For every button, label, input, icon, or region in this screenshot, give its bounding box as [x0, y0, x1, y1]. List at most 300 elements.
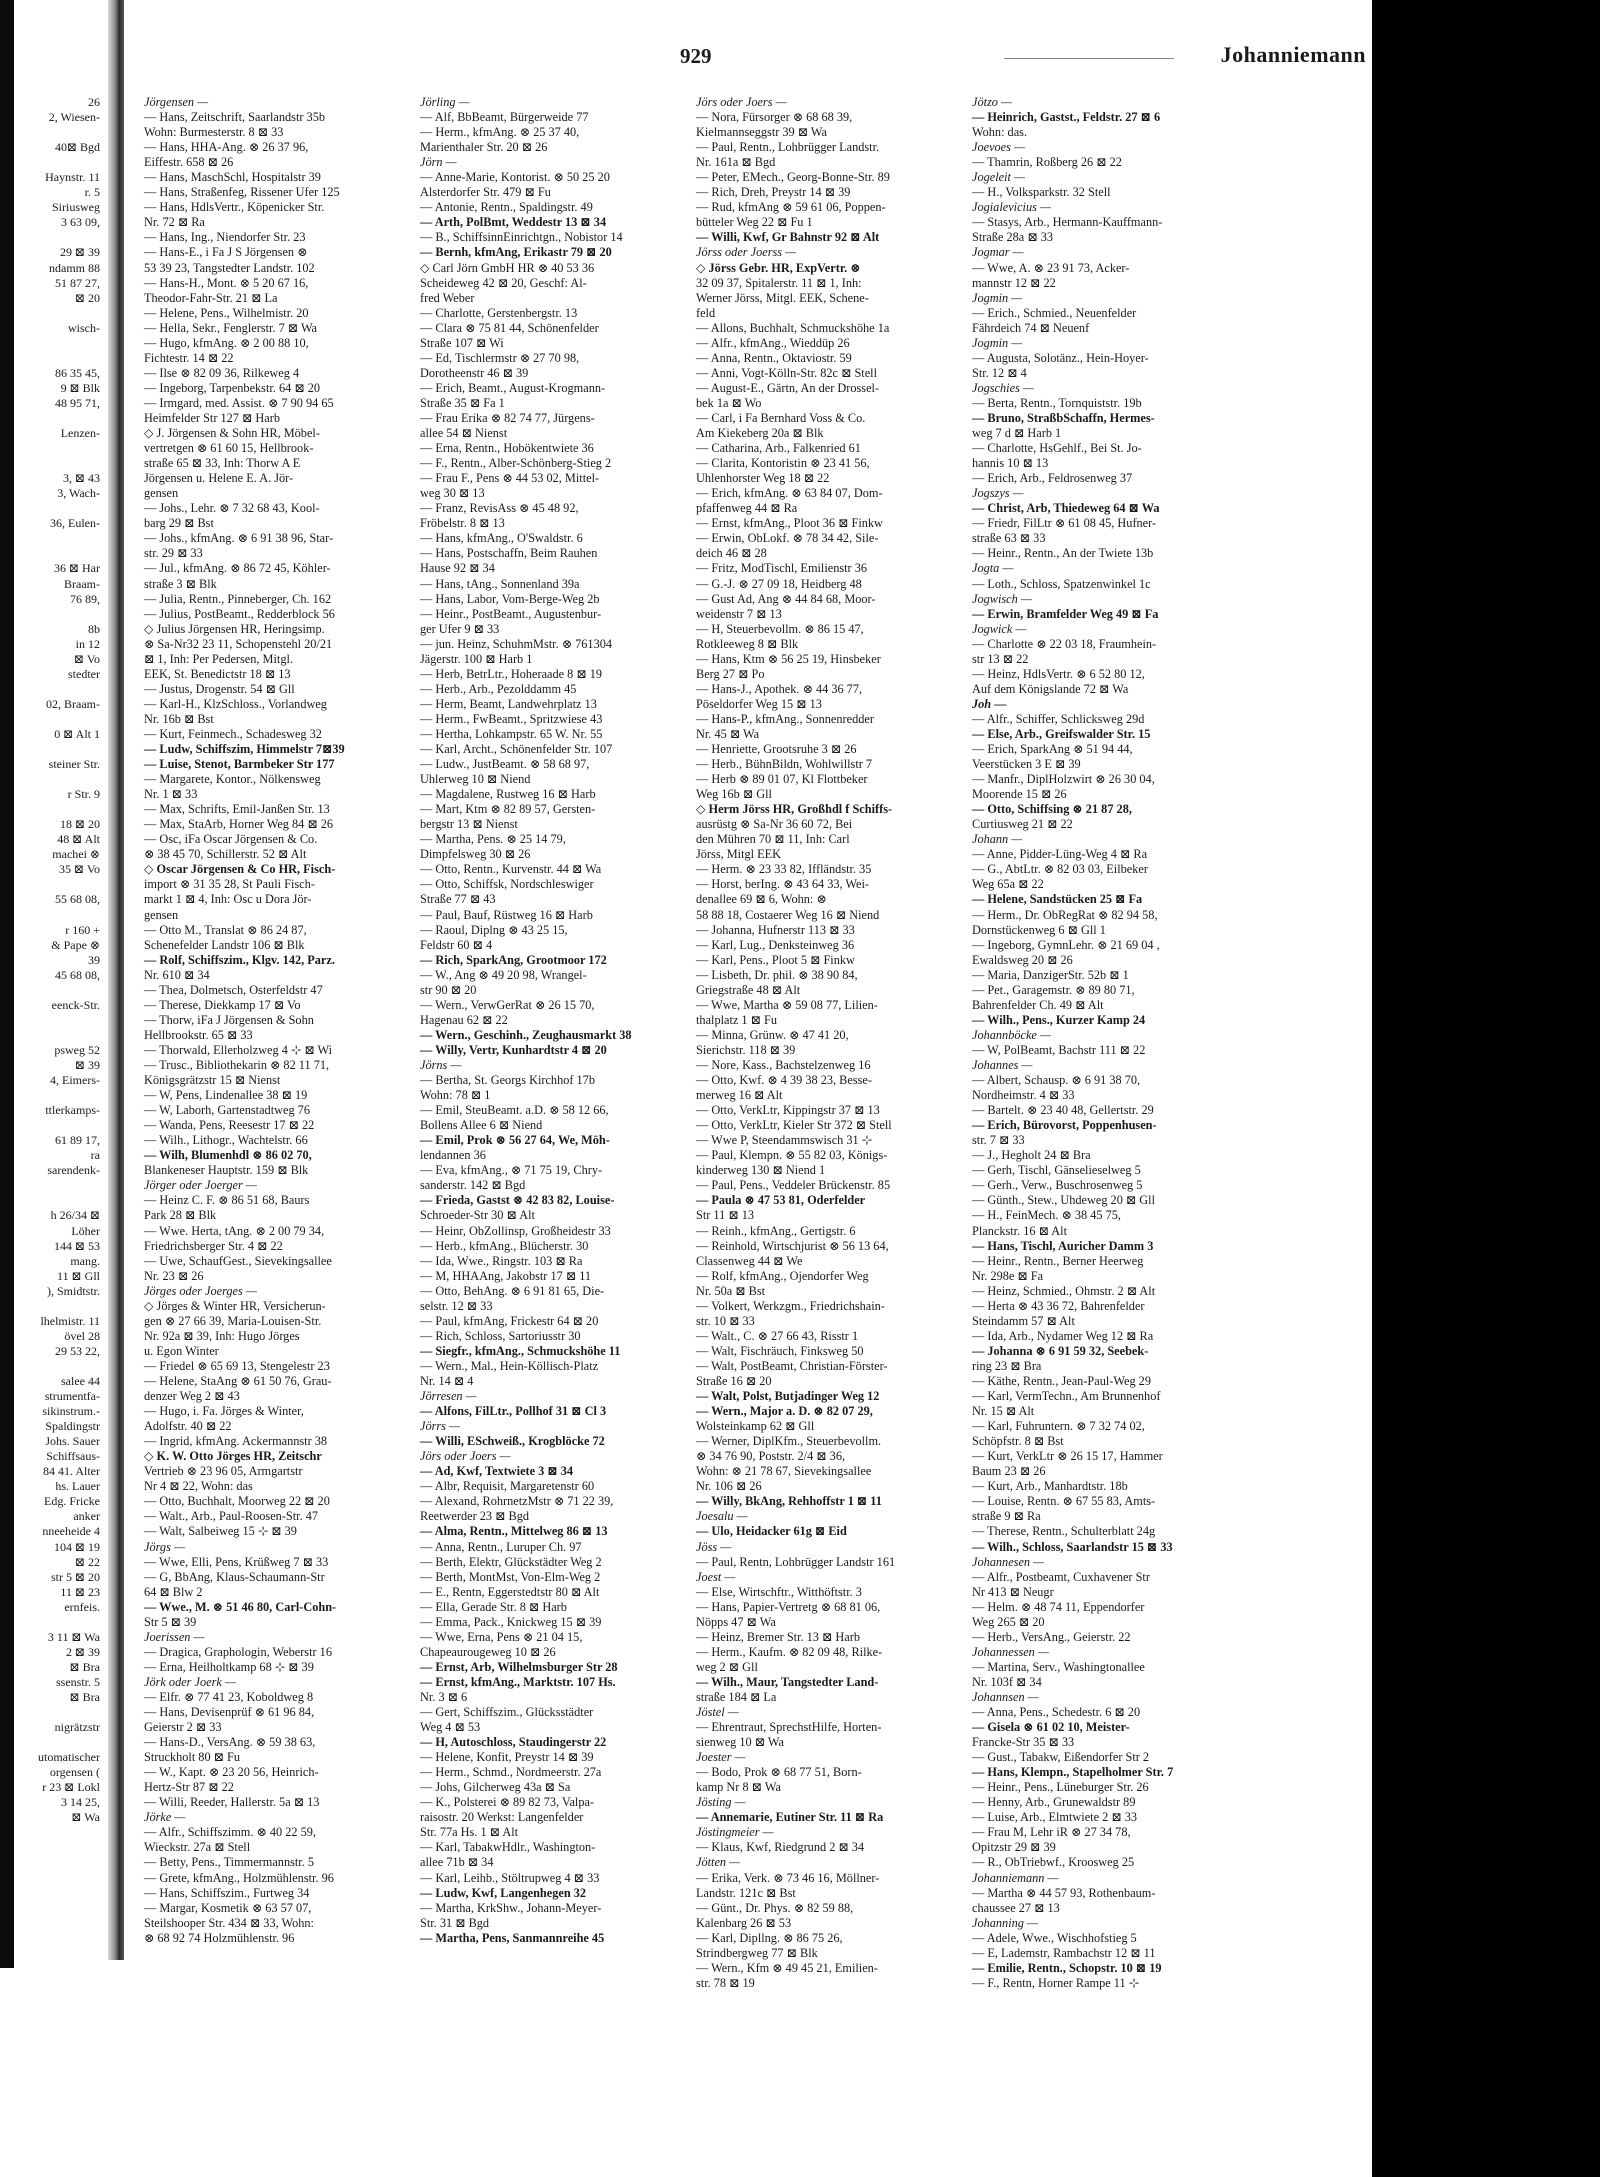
directory-entry-line: Sierichstr. 118 ⊠ 39 [696, 1042, 796, 1057]
directory-entry-line: — Wilh, Blumenhdl ⊗ 86 02 70, [144, 1148, 312, 1163]
directory-entry-line: — Martha, Pens, Sanmannreihe 45 [420, 1930, 605, 1945]
directory-entry-line: — Hans, Ing., Niendorfer Str. 23 [144, 230, 306, 245]
fragment-line: nneeheide 4 [42, 1524, 100, 1539]
directory-entry-line: — Günt., Dr. Phys. ⊗ 82 59 88, [696, 1900, 854, 1915]
directory-entry-line: — Herm., kfmAng. ⊗ 25 37 40, [420, 125, 580, 140]
directory-entry-line: weidenstr 7 ⊠ 13 [696, 606, 782, 621]
directory-entry-line: Pöseldorfer Weg 15 ⊠ 13 [696, 696, 822, 711]
directory-column-4 [972, 95, 1240, 1991]
directory-entry-line: — Carl, i Fa Bernhard Voss & Co. [696, 410, 866, 425]
surname-heading: Joh — [972, 696, 1007, 711]
directory-entry-line: Nr. 610 ⊠ 34 [144, 967, 210, 982]
directory-entry-line: — Reinhold, Wirtschjurist ⊗ 56 13 64, [696, 1238, 889, 1253]
directory-entry-line: — Frau F., Pens ⊗ 44 53 02, Mittel- [420, 471, 600, 486]
directory-entry-line: — Eva, kfmAng., ⊗ 71 75 19, Chry- [420, 1163, 603, 1178]
directory-entry-line: — Luise, Stenot, Barmbeker Str 177 [144, 757, 335, 772]
directory-entry-line: str 90 ⊠ 20 [420, 982, 477, 997]
directory-entry-line: — Helene, Pens., Wilhelmistr. 20 [144, 305, 309, 320]
directory-entry-line: — B., SchiffsinnEinrichtgn., Nobistor 14 [420, 230, 623, 245]
directory-entry-line: Nr. 14 ⊠ 4 [420, 1373, 474, 1388]
fragment-line [0, 682, 100, 697]
fragment-line: 3 11 ⊠ Wa [47, 1629, 100, 1644]
fragment-line [0, 441, 100, 456]
directory-entry-line: — Martha, Pens. ⊗ 25 14 79, [420, 832, 566, 847]
directory-entry-line: feld [696, 305, 716, 320]
directory-entry-line: Jörgensen u. Helene E. A. Jör- [144, 471, 294, 486]
fragment-line: sikinstrum.- [42, 1404, 100, 1419]
fragment-line: 2, Wiesen- [48, 110, 100, 125]
directory-entry-line: Nr. 161a ⊠ Bgd [696, 155, 776, 170]
directory-entry-line: — Ed, Tischlermstr ⊗ 27 70 98, [420, 350, 580, 365]
directory-entry-line: — Else, Arb., Greifswalder Str. 15 [972, 726, 1151, 741]
directory-entry-line: — jun. Heinz, SchuhmMstr. ⊗ 761304 [420, 636, 613, 651]
directory-entry-line: Nr. 45 ⊠ Wa [696, 726, 760, 741]
directory-entry-line: — Otto, Rentn., Kurvenstr. 44 ⊠ Wa [420, 862, 602, 877]
directory-entry-line: ◇ Carl Jörn GmbH HR ⊗ 40 53 36 [420, 260, 595, 275]
directory-entry-line: Weg 65a ⊠ 22 [972, 877, 1044, 892]
directory-entry-line: Strindbergweg 77 ⊠ Blk [696, 1945, 818, 1960]
fragment-line: machei ⊗ [52, 847, 100, 862]
fragment-line [0, 155, 100, 170]
directory-entry-line: Bollens Allee 6 ⊠ Niend [420, 1118, 543, 1133]
fragment-line: Siriusweg [52, 200, 100, 215]
directory-entry-line: denallee 69 ⊠ 6, Wohn: ⊗ [696, 892, 827, 907]
directory-entry-line: ausrüstg ⊗ Sa-Nr 36 60 72, Bei [696, 817, 853, 832]
directory-entry-line: — Hans, kfmAng., O'Swaldstr. 6 [420, 531, 583, 546]
directory-entry-line: — Volkert, Werkzgm., Friedrichshain- [696, 1298, 885, 1313]
directory-entry-line: bergstr 13 ⊠ Nienst [420, 817, 518, 832]
fragment-line [0, 531, 100, 546]
directory-entry-line: — F., Rentn, Horner Rampe 11 ⊹ [972, 1975, 1139, 1990]
directory-entry-line: — Karl, Pens., Ploot 5 ⊠ Finkw [696, 952, 855, 967]
directory-entry-line: — Karl, Leihb., Stöltrupweg 4 ⊠ 33 [420, 1870, 600, 1885]
directory-entry-line: — Herm. ⊗ 23 33 82, Iffländstr. 35 [696, 862, 872, 877]
fragment-line [0, 336, 100, 351]
directory-entry-line: Königsgrätzstr 15 ⊠ Nienst [144, 1073, 281, 1088]
fragment-line: ttlerkamps- [45, 1103, 100, 1118]
directory-entry-line: — Hans, Zeitschrift, Saarlandstr 35b [144, 110, 325, 125]
directory-entry-line: EEK, St. Benedictstr 18 ⊠ 13 [144, 666, 291, 681]
fragment-line: ⊠ Wa [71, 1810, 100, 1825]
directory-entry-line: merweg 16 ⊠ Alt [696, 1088, 783, 1103]
directory-entry-line: — Irmgard, med. Assist. ⊗ 7 90 94 65 [144, 395, 334, 410]
directory-entry-line: — Erich, kfmAng. ⊗ 63 84 07, Dom- [696, 486, 883, 501]
directory-entry-line: — Maria, DanzigerStr. 52b ⊠ 1 [972, 967, 1129, 982]
directory-entry-line: weg 2 ⊠ Gll [696, 1659, 758, 1674]
surname-heading: Jörgs — [144, 1539, 185, 1554]
surname-heading: Jörs oder Joers — [420, 1449, 511, 1464]
directory-entry-line: import ⊗ 31 35 28, St Pauli Fisch- [144, 877, 315, 892]
fragment-line: 48 ⊠ Alt [57, 832, 100, 847]
surname-heading: Johanning — [972, 1915, 1038, 1930]
directory-entry-line: — Max, StaArb, Horner Weg 84 ⊠ 26 [144, 817, 334, 832]
directory-entry-line: — Ad, Kwf, Textwiete 3 ⊠ 34 [420, 1464, 574, 1479]
directory-entry-line: — Wern., Mal., Hein-Köllisch-Platz [420, 1358, 599, 1373]
directory-entry-line: straße 63 ⊠ 33 [972, 531, 1046, 546]
directory-entry-line: ◇ J. Jörgensen & Sohn HR, Möbel- [144, 426, 320, 441]
directory-entry-line: Adolfstr. 40 ⊠ 22 [144, 1419, 232, 1434]
directory-entry-line: — Ludw, Schiffszim, Himmelstr 7⊠39 [144, 742, 345, 757]
directory-entry-line: — Wilh., Schloss, Saarlandstr 15 ⊠ 33 [972, 1539, 1173, 1554]
directory-entry-line: — Erna, Heilholtkamp 68 ⊹ ⊠ 39 [144, 1659, 314, 1674]
directory-entry-line: — Fritz, ModTischl, Emilienstr 36 [696, 561, 868, 576]
directory-entry-line: — Wwe, Martha ⊗ 59 08 77, Lilien- [696, 997, 878, 1012]
fragment-line: Lenzen- [60, 426, 100, 441]
directory-entry-line: — Werner, DiplKfm., Steuerbevollm. [696, 1434, 882, 1449]
directory-entry-line: — Berth, Elektr, Glückstädter Weg 2 [420, 1554, 602, 1569]
directory-entry-line: — Erna, Rentn., Hobökentwiete 36 [420, 441, 594, 456]
directory-entry-line: markt 1 ⊠ 4, Inh: Osc u Dora Jör- [144, 892, 312, 907]
directory-entry-line: — Otto, BehAng. ⊗ 6 91 81 65, Die- [420, 1283, 605, 1298]
directory-entry-line: Wohn: 78 ⊠ 1 [420, 1088, 491, 1103]
fragment-line: 48 95 71, [55, 395, 100, 410]
directory-entry-line: — Heinrich, Gastst., Feldstr. 27 ⊠ 6 [972, 110, 1161, 125]
directory-entry-line: — Ella, Gerade Str. 8 ⊠ Harb [420, 1599, 567, 1614]
directory-column-3 [696, 95, 964, 1991]
fragment-line: r. 5 [84, 185, 100, 200]
directory-entry-line: — Ludw., JustBeamt. ⊗ 58 68 97, [420, 757, 590, 772]
directory-entry-line: — Reinh., kfmAng., Gertigstr. 6 [696, 1223, 856, 1238]
directory-entry-line: Fröbelstr. 8 ⊠ 13 [420, 516, 505, 531]
directory-entry-line: — Thea, Dolmetsch, Osterfeldstr 47 [144, 982, 323, 997]
fragment-line [0, 772, 100, 787]
directory-entry-line: Blankeneser Hauptstr. 159 ⊠ Blk [144, 1163, 309, 1178]
directory-entry-line: — Otto, Schiffsing ⊗ 21 87 28, [972, 802, 1132, 817]
directory-entry-line: pfaffenweg 44 ⊠ Ra [696, 501, 798, 516]
surname-heading: Jörling — [420, 95, 470, 109]
fragment-line: 18 ⊠ 20 [59, 817, 100, 832]
directory-entry-line: — Adele, Wwe., Wischhofstieg 5 [972, 1930, 1137, 1945]
directory-entry-line: — Wwe., M. ⊗ 51 46 80, Carl-Cohn- [144, 1599, 337, 1614]
directory-entry-line: — Helene, Konfit, Preystr 14 ⊠ 39 [420, 1750, 594, 1765]
surname-heading: Joester — [696, 1750, 746, 1765]
fragment-line [0, 411, 100, 426]
directory-entry-line: — Albert, Schausp. ⊗ 6 91 38 70, [972, 1073, 1141, 1088]
directory-entry-line: 53 39 23, Tangstedter Landstr. 102 [144, 260, 315, 275]
directory-entry-line: — Osc, iFa Oscar Jörgensen & Co. [144, 832, 318, 847]
directory-entry-line: u. Egon Winter [144, 1343, 219, 1358]
directory-entry-line: — Alfr., Postbeamt, Cuxhavener Str [972, 1569, 1150, 1584]
directory-entry-line: Schenefelder Landstr 106 ⊠ Blk [144, 937, 305, 952]
directory-entry-line: — Erich., Schmied., Neuenfelder [972, 305, 1137, 320]
directory-entry-line: — Therese, Rentn., Schulterblatt 24g [972, 1524, 1156, 1539]
directory-entry-line: — Herb, BetrLtr., Hoheraade 8 ⊠ 19 [420, 666, 603, 681]
directory-entry-line: — W., Kapt. ⊗ 23 20 56, Heinrich- [144, 1765, 319, 1780]
scan-border-right [1372, 0, 1600, 2177]
directory-entry-line: — Kurt, VerkLtr ⊗ 26 15 17, Hammer [972, 1449, 1163, 1464]
directory-entry-line: — H, Autoschloss, Staudingerstr 22 [420, 1735, 607, 1750]
fragment-line [0, 546, 100, 561]
directory-entry-line: Str. 77a Hs. 1 ⊠ Alt [420, 1825, 519, 1840]
fragment-line [0, 983, 100, 998]
directory-entry-line: Nordheimstr. 4 ⊠ 33 [972, 1088, 1075, 1103]
directory-entry-line: — Paul, Rentn, Lohbrügger Landstr 161 [696, 1554, 896, 1569]
fragment-line [0, 1615, 100, 1630]
directory-entry-line: Kielmannseggstr 39 ⊠ Wa [696, 125, 828, 140]
fragment-line: mang. [70, 1253, 100, 1268]
directory-entry-line: straße 184 ⊠ La [696, 1689, 777, 1704]
fragment-line [0, 712, 100, 727]
directory-entry-line: chaussee 27 ⊠ 13 [972, 1900, 1060, 1915]
directory-entry-line: — Luise, Arb., Elmtwiete 2 ⊠ 33 [972, 1810, 1138, 1825]
directory-entry-line: — Walt, Polst, Butjadinger Weg 12 [696, 1389, 880, 1404]
directory-entry-line: — Gust Ad, Ang ⊗ 44 84 68, Moor- [696, 591, 876, 606]
directory-entry-line: ring 23 ⊠ Bra [972, 1358, 1042, 1373]
directory-entry-line: — Herm., FwBeamt., Spritzwiese 43 [420, 711, 603, 726]
fragment-line: Edg. Fricke [44, 1494, 100, 1509]
directory-entry-line: — Albr, Requisit, Margaretenstr 60 [420, 1479, 595, 1494]
directory-entry-line: — Alexand, RohrnetzMstr ⊗ 71 22 39, [420, 1494, 614, 1509]
page-header [124, 42, 1372, 74]
directory-entry-line: — Justus, Drogenstr. 54 ⊠ Gll [144, 681, 295, 696]
fragment-line [0, 1359, 100, 1374]
directory-entry-line: — Heinz C. F. ⊗ 86 51 68, Baurs [144, 1193, 310, 1208]
directory-entry-line: Nr. 3 ⊠ 6 [420, 1689, 468, 1704]
surname-heading: Johannes — [972, 1058, 1033, 1072]
directory-entry-line: — Bertha, St. Georgs Kirchhof 17b [420, 1073, 595, 1088]
directory-entry-line: ⊗ 34 76 90, Poststr. 2/4 ⊠ 36, [696, 1449, 846, 1464]
directory-entry-line: denzer Weg 2 ⊠ 43 [144, 1389, 240, 1404]
directory-entry-line: Veerstücken 3 E ⊠ 39 [972, 757, 1081, 772]
directory-column-2 [420, 95, 688, 1946]
directory-entry-line: — Gisela ⊗ 61 02 10, Meister- [972, 1720, 1130, 1735]
directory-entry-line: — H., FeinMech. ⊗ 38 45 75, [972, 1208, 1121, 1223]
fragment-line: strumentfa- [44, 1389, 100, 1404]
directory-entry-line: Feldstr 60 ⊠ 4 [420, 937, 493, 952]
fragment-line: utomatischer [38, 1750, 100, 1765]
fragment-line: salee 44 [61, 1373, 100, 1388]
directory-entry-line: — Rich, SparkAng, Grootmoor 172 [420, 952, 607, 967]
surname-heading: Joesalu — [696, 1509, 748, 1524]
directory-entry-line: Curtiusweg 21 ⊠ 22 [972, 817, 1073, 832]
directory-entry-line: Classenweg 44 ⊠ We [696, 1253, 803, 1268]
directory-entry-line: — W, Pens, Lindenallee 38 ⊠ 19 [144, 1088, 308, 1103]
directory-entry-line: — Gerh, Tischl, Gänselieselweg 5 [972, 1163, 1141, 1178]
directory-entry-line: Moorende 15 ⊠ 26 [972, 787, 1067, 802]
directory-entry-line: — E, Lademstr, Rambachstr 12 ⊠ 11 [972, 1945, 1156, 1960]
directory-entry-line: Wolsteinkamp 62 ⊠ Gll [696, 1419, 815, 1434]
directory-entry-line: — Paula ⊗ 47 53 81, Oderfelder [696, 1193, 866, 1208]
directory-entry-line: Auf dem Königslande 72 ⊠ Wa [972, 681, 1129, 696]
directory-entry-line: — Herm., Schmd., Nordmeerstr. 27a [420, 1765, 602, 1780]
directory-entry-line: — Kurt, Feinmech., Schadesweg 32 [144, 726, 322, 741]
fragment-line [0, 877, 100, 892]
fragment-line: psweg 52 [54, 1042, 100, 1057]
directory-entry-line: — Martina, Serv., Washingtonallee [972, 1659, 1145, 1674]
directory-entry-line: — Helm. ⊗ 48 74 11, Eppendorfer [972, 1599, 1145, 1614]
directory-entry-line: thalplatz 1 ⊠ Fu [696, 1012, 777, 1027]
directory-entry-line: — Heinr., Pens., Lüneburger Str. 26 [972, 1780, 1149, 1795]
directory-entry-line: Str. 12 ⊠ 4 [972, 365, 1027, 380]
directory-entry-line: Wohn: Burmesterstr. 8 ⊠ 33 [144, 125, 284, 140]
directory-entry-line: bütteler Weg 22 ⊠ Fu 1 [696, 215, 813, 230]
fragment-line: Löher [71, 1223, 100, 1238]
directory-entry-line: — Erich, Arb., Feldrosenweg 37 [972, 471, 1133, 486]
directory-entry-line: — Clara ⊗ 75 81 44, Schönenfelder [420, 320, 599, 335]
directory-entry-line: — Hans, Postschaffn, Beim Rauhen [420, 546, 598, 561]
directory-entry-line: — Wwe, Elli, Pens, Krüßweg 7 ⊠ 33 [144, 1554, 329, 1569]
directory-entry-line: — Wilh., Maur, Tangstedter Land- [696, 1674, 879, 1689]
directory-entry-line: — Margar, Kosmetik ⊗ 63 57 07, [144, 1900, 312, 1915]
directory-entry-line: Uhlerweg 10 ⊠ Niend [420, 772, 531, 787]
directory-entry-line: — Otto M., Translat ⊗ 86 24 87, [144, 922, 307, 937]
directory-entry-line: — Hugo, kfmAng. ⊗ 2 00 88 10, [144, 335, 309, 350]
fragment-line [0, 1735, 100, 1750]
directory-entry-line: — Rich, Schloss, Sartoriusstr 30 [420, 1328, 581, 1343]
directory-entry-line: — Horst, berIng. ⊗ 43 64 33, Wei- [696, 877, 870, 892]
directory-entry-line: — W., Ang ⊗ 49 20 98, Wrangel- [420, 967, 587, 982]
fragment-line: 29 53 22, [55, 1343, 100, 1358]
directory-entry-line: — Ernst, kfmAng., Ploot 36 ⊠ Finkw [696, 516, 883, 531]
directory-entry-line: — Herb., Arb., Pezolddamm 45 [420, 681, 577, 696]
directory-entry-line: barg 29 ⊠ Bst [144, 516, 214, 531]
fragment-line: hs. Lauer [55, 1479, 100, 1494]
directory-entry-line: ◇ Oscar Jörgensen & Co HR, Fisch- [144, 862, 336, 877]
directory-entry-line: Francke-Str 35 ⊠ 33 [972, 1735, 1075, 1750]
directory-entry-line: — Herm., Dr. ObRegRat ⊗ 82 94 58, [972, 907, 1158, 922]
fragment-line [0, 1013, 100, 1028]
directory-entry-line: — Wilh., Lithogr., Wachtelstr. 66 [144, 1133, 308, 1148]
directory-entry-line: Steilshooper Str. 434 ⊠ 33, Wohn: [144, 1915, 314, 1930]
directory-entry-line: — Hans, Devisenprüf ⊗ 61 96 84, [144, 1705, 315, 1720]
directory-entry-line: — Frau M, Lehr iR ⊗ 27 34 78, [972, 1825, 1131, 1840]
surname-heading: Jogta — [972, 561, 1014, 576]
directory-entry-line: Heimfelder Str 127 ⊠ Harb [144, 410, 280, 425]
fragment-line [0, 1299, 100, 1314]
directory-entry-line: — F., Rentn., Alber-Schönberg-Stieg 2 [420, 456, 612, 471]
fragment-line: & Pape ⊗ [51, 937, 100, 952]
surname-heading: Jöss — [696, 1539, 732, 1554]
directory-entry-line: — Frieda, Gastst ⊗ 42 83 82, Louise- [420, 1193, 615, 1208]
directory-entry-line: Str 11 ⊠ 13 [696, 1208, 755, 1223]
directory-entry-line: raisostr. 20 Werkst: Langenfelder [420, 1810, 584, 1825]
surname-heading: Jötten — [696, 1855, 741, 1870]
fragment-line: övel 28 [64, 1328, 100, 1343]
directory-entry-line: — Walt, PostBeamt, Christian-Förster- [696, 1358, 888, 1373]
directory-entry-line: — Gert, Schiffszim., Glücksstädter [420, 1705, 594, 1720]
directory-entry-line: str. 78 ⊠ 19 [696, 1975, 755, 1990]
directory-entry-line: — Anna, Rentn., Oktaviostr. 59 [696, 350, 852, 365]
directory-entry-line: — Ehrentraut, SprechstHilfe, Horten- [696, 1720, 882, 1735]
fragment-line: 35 ⊠ Vo [59, 862, 100, 877]
directory-entry-line: Dornstückenweg 6 ⊠ Gll 1 [972, 922, 1106, 937]
directory-entry-line: — Heinz, Schmied., Ohmstr. 2 ⊠ Alt [972, 1283, 1156, 1298]
directory-entry-line: Weg 16b ⊠ Gll [696, 787, 772, 802]
fragment-line [0, 742, 100, 757]
directory-entry-line: — Anne, Pidder-Lüng-Weg 4 ⊠ Ra [972, 847, 1148, 862]
surname-heading: Jöstingmeier — [696, 1825, 774, 1840]
directory-entry-line: — Hans, Ktm ⊗ 56 25 19, Hinsbeker [696, 651, 881, 666]
directory-entry-line: Dorotheenstr 46 ⊠ 39 [420, 365, 529, 380]
directory-entry-line: Straße 28a ⊠ 33 [972, 230, 1053, 245]
directory-entry-line: — Herb ⊗ 89 01 07, Kl Flottbeker [696, 772, 868, 787]
directory-entry-line: gen ⊗ 27 66 39, Maria-Louisen-Str. [144, 1313, 322, 1328]
page-number: 929 [680, 44, 712, 68]
fragment-line [0, 306, 100, 321]
directory-entry-line: — Rich, Dreh, Preystr 14 ⊠ 39 [696, 185, 851, 200]
directory-entry-line: Park 28 ⊠ Blk [144, 1208, 217, 1223]
directory-entry-line: — Herta ⊗ 43 36 72, Bahrenfelder [972, 1298, 1145, 1313]
fragment-line: 9 ⊠ Blk [60, 380, 100, 395]
directory-entry-line: Weg 265 ⊠ 20 [972, 1614, 1045, 1629]
directory-entry-line: — Gust., Tabakw, Eißendorfer Str 2 [972, 1750, 1150, 1765]
directory-entry-line: — Heinz, Bremer Str. 13 ⊠ Harb [696, 1629, 860, 1644]
surname-heading: Johannessen — [972, 1644, 1049, 1659]
directory-entry-line: lendannen 36 [420, 1148, 486, 1163]
directory-entry-line: Nr. 23 ⊠ 26 [144, 1268, 204, 1283]
directory-entry-line: Wieckstr. 27a ⊠ Stell [144, 1840, 251, 1855]
directory-entry-line: — M, HHAAng, Jakobstr 17 ⊠ 11 [420, 1268, 592, 1283]
directory-entry-line: — G.-J. ⊗ 27 09 18, Heidberg 48 [696, 576, 862, 591]
directory-entry-line: str. 29 ⊠ 33 [144, 546, 203, 561]
fragment-line [0, 125, 100, 140]
fragment-line: nigrätzstr [54, 1720, 100, 1735]
directory-entry-line: ◇ K. W. Otto Jörges HR, Zeitschr [144, 1449, 322, 1464]
fragment-line: 02, Braam- [46, 696, 100, 711]
directory-entry-line: — Wwe, Erna, Pens ⊗ 21 04 15, [420, 1629, 583, 1644]
directory-entry-line: — Hans-J., Apothek. ⊗ 44 36 77, [696, 681, 863, 696]
directory-entry-line: 58 88 18, Costaerer Weg 16 ⊠ Niend [696, 907, 880, 922]
directory-entry-line: — Wern., Geschinh., Zeughausmarkt 38 [420, 1027, 632, 1042]
fragment-line: lhelmistr. 11 [40, 1313, 100, 1328]
directory-entry-line: Hertz-Str 87 ⊠ 22 [144, 1780, 234, 1795]
fragment-line: 55 68 08, [55, 892, 100, 907]
fragment-line: ra [90, 1148, 100, 1163]
fragment-line: ⊠ Bra [69, 1659, 100, 1674]
directory-entry-line: — Julius, PostBeamt., Redderblock 56 [144, 606, 335, 621]
directory-entry-line: — Therese, Diekkamp 17 ⊠ Vo [144, 997, 301, 1012]
directory-entry-line: — Erika, Verk. ⊗ 73 46 16, Möllner- [696, 1870, 880, 1885]
fragment-line: eenck-Str. [51, 997, 100, 1012]
directory-entry-line: Jörss, Mitgl EEK [696, 847, 782, 862]
surname-heading: Jogschies — [972, 380, 1034, 395]
directory-entry-line: — Karl, VermTechn., Am Brunnenhof [972, 1389, 1161, 1404]
directory-entry-line: — Max, Schrifts, Emil-Janßen Str. 13 [144, 802, 330, 817]
fragment-line [0, 908, 100, 923]
directory-entry-line: vertretgen ⊗ 61 60 15, Hellbrook- [144, 441, 314, 456]
surname-heading: Jöstel — [696, 1705, 739, 1720]
fragment-line: 8b [88, 621, 100, 636]
fragment-line [0, 1705, 100, 1720]
directory-entry-line: kamp Nr 8 ⊠ Wa [696, 1780, 781, 1795]
directory-entry-line: — Louise, Rentn. ⊗ 67 55 83, Amts- [972, 1494, 1156, 1509]
directory-entry-line: — Rud, kfmAng ⊗ 59 61 06, Poppen- [696, 200, 886, 215]
directory-entry-line: — August-E., Gärtn, An der Drossel- [696, 380, 880, 395]
directory-entry-line: — H, Steuerbevollm. ⊗ 86 15 47, [696, 621, 864, 636]
directory-entry-line: weg 30 ⊠ 13 [420, 486, 485, 501]
directory-entry-line: Nr. 72 ⊠ Ra [144, 215, 205, 230]
directory-entry-line: — Raoul, Diplng ⊗ 43 25 15, [420, 922, 568, 937]
directory-entry-line: — Emilie, Rentn., Schopstr. 10 ⊠ 19 [972, 1960, 1162, 1975]
directory-entry-line: ⊠ 1, Inh: Per Pedersen, Mitgl. [144, 651, 293, 666]
fragment-line [0, 501, 100, 516]
fragment-line: 76 89, [70, 591, 100, 606]
directory-entry-line: — Hans-P., kfmAng., Sonnenredder [696, 711, 874, 726]
directory-entry-line: — Hans, MaschSchl, Hospitalstr 39 [144, 170, 321, 185]
fragment-line: 104 ⊠ 19 [53, 1539, 100, 1554]
directory-entry-line: — Wern., VerwGerRat ⊗ 26 15 70, [420, 997, 595, 1012]
fragment-line: stedter [68, 666, 100, 681]
directory-entry-line: — Julia, Rentn., Pinneberger, Ch. 162 [144, 591, 332, 606]
directory-entry-line: — Bernh, kfmAng, Erikastr 79 ⊠ 20 [420, 245, 612, 260]
directory-entry-line: deich 46 ⊠ 28 [696, 546, 767, 561]
surname-heading: Johannböcke — [972, 1027, 1051, 1042]
directory-entry-line: — Berth, MontMst, Von-Elm-Weg 2 [420, 1569, 601, 1584]
fragment-line: Schiffsaus- [46, 1449, 100, 1464]
fragment-line: ⊠ 22 [74, 1554, 100, 1569]
fragment-line [0, 351, 100, 366]
directory-entry-line: — Uwe, SchaufGest., Sievekingsallee [144, 1253, 332, 1268]
